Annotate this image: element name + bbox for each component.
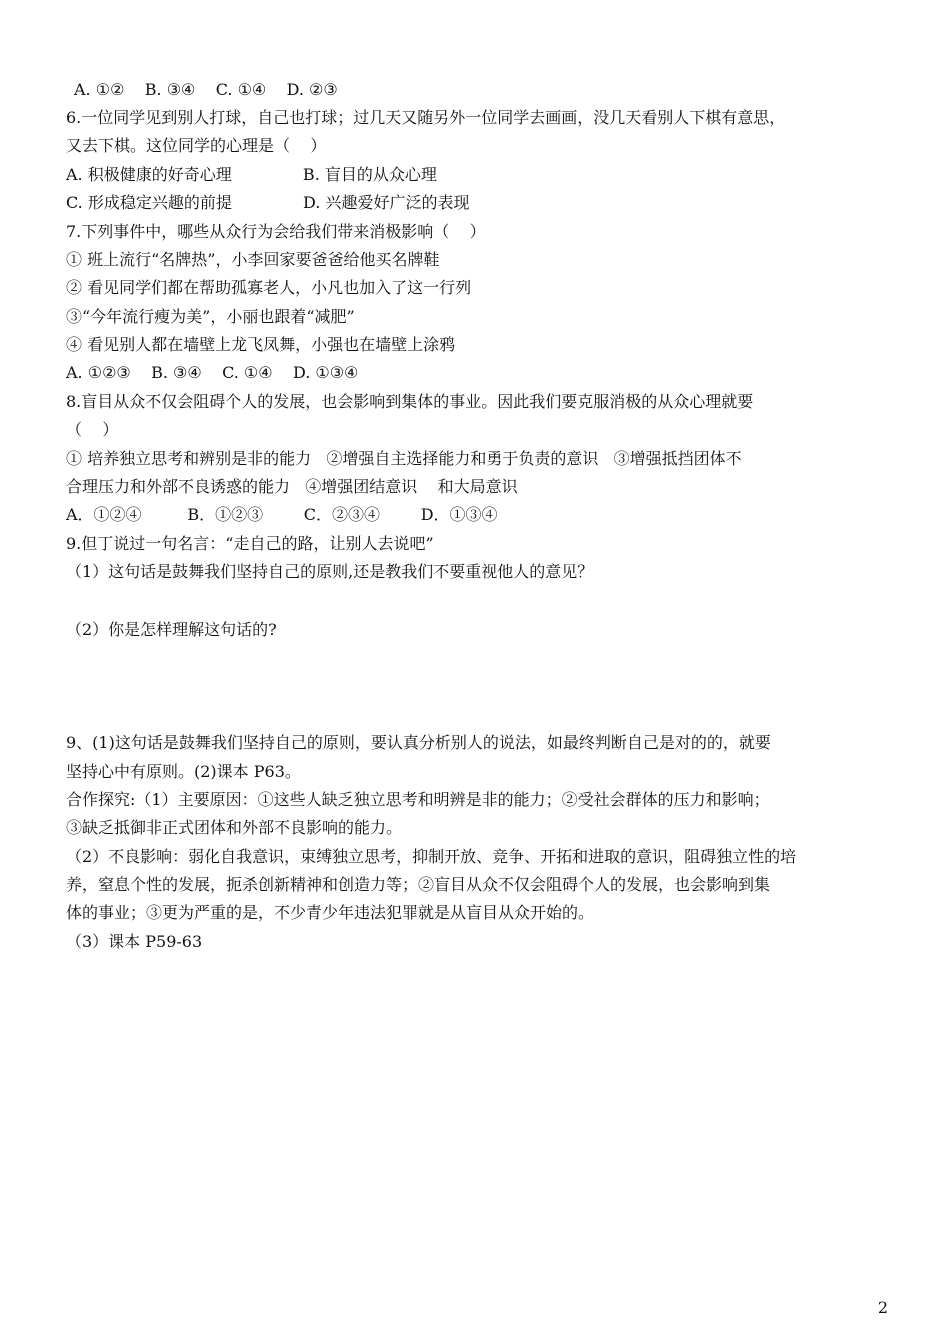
q9-sub-question-1: （1）这句话是鼓舞我们坚持自己的原则,还是教我们不要重视他人的意见？ <box>66 562 594 581</box>
q7-options: A. ①②③ B. ③④ C. ①④ D. ①③④ <box>66 363 359 382</box>
q6-options-line-2: C. 形成稳定兴趣的前提 D. 兴趣爱好广泛的表现 <box>66 193 470 212</box>
q8-item-line-2: 合理压力和外部不良诱惑的能力 ④增强团结意识 和大局意识 <box>66 477 518 496</box>
q6-stem-line-1: 6.一位同学见到别人打球，自己也打球；过几天又随另外一位同学去画画，没几天看别人下棋有意思， <box>66 108 786 127</box>
q7-item-1: ① 班上流行“名牌热”，小李回家要爸爸给他买名牌鞋 <box>66 250 440 269</box>
cooperation-line-6: （3）课本 P59-63 <box>66 932 203 951</box>
cooperation-line-4: 养，窒息个性的发展，扼杀创新精神和创造力等；②盲目从众不仅会阻碍个人的发展，也会影响到集 <box>66 875 771 894</box>
cooperation-line-5: 体的事业；③更为严重的是，不少青少年违法犯罪就是从盲目从众开始的。 <box>66 903 595 922</box>
q7-item-2: ② 看见同学们都在帮助孤寡老人，小凡也加入了这一行列 <box>66 278 472 297</box>
cooperation-line-1: 合作探究:（1）主要原因：①这些人缺乏独立思考和明辨是非的能力；②受社会群体的压力和影响； <box>66 790 770 809</box>
q9-stem: 9.但丁说过一句名言：“走自己的路，让别人去说吧” <box>66 534 434 553</box>
q7-stem: 7.下列事件中，哪些从众行为会给我们带来消极影响（ ） <box>66 222 486 241</box>
q7-item-4: ④ 看见别人都在墙壁上龙飞凤舞，小强也在墙壁上涂鸦 <box>66 335 456 354</box>
q8-options: A．①②④ B．①②③ C．②③④ D．①③④ <box>66 505 498 524</box>
cooperation-line-3: （2）不良影响：弱化自我意识，束缚独立思考，抑制开放、竞争、开拓和进取的意识，阻碍独立性的培 <box>66 847 797 866</box>
page-number: 2 <box>877 1298 888 1317</box>
q6-options-line-1: A. 积极健康的好奇心理 B. 盲目的从众心理 <box>66 165 437 184</box>
q9-sub-question-2: （2）你是怎样理解这句话的? <box>66 620 277 639</box>
answer-9-line-2: 坚持心中有原则。(2)课本 P63。 <box>66 762 301 781</box>
q8-stem-line-1: 8.盲目从众不仅会阻碍个人的发展，也会影响到集体的事业。因此我们要克服消极的从众心理就要 <box>66 392 754 411</box>
cooperation-line-2: ③缺乏抵御非正式团体和外部不良影响的能力。 <box>66 818 403 837</box>
q7-item-3: ③“今年流行瘦为美”，小丽也跟着“减肥” <box>66 307 355 326</box>
q6-stem-line-2: 又去下棋。这位同学的心理是（ ） <box>66 136 327 155</box>
q8-item-line-1: ① 培养独立思考和辨别是非的能力 ②增强自主选择能力和勇于负责的意识 ③增强抵挡团体不 <box>66 449 742 468</box>
q5-options: A. ①② B. ③④ C. ①④ D. ②③ <box>74 80 338 99</box>
answer-9-line-1: 9、(1)这句话是鼓舞我们坚持自己的原则，要认真分析别人的说法，如最终判断自己是对的的，就要 <box>66 733 771 752</box>
q8-stem-line-2: （ ） <box>66 420 119 439</box>
